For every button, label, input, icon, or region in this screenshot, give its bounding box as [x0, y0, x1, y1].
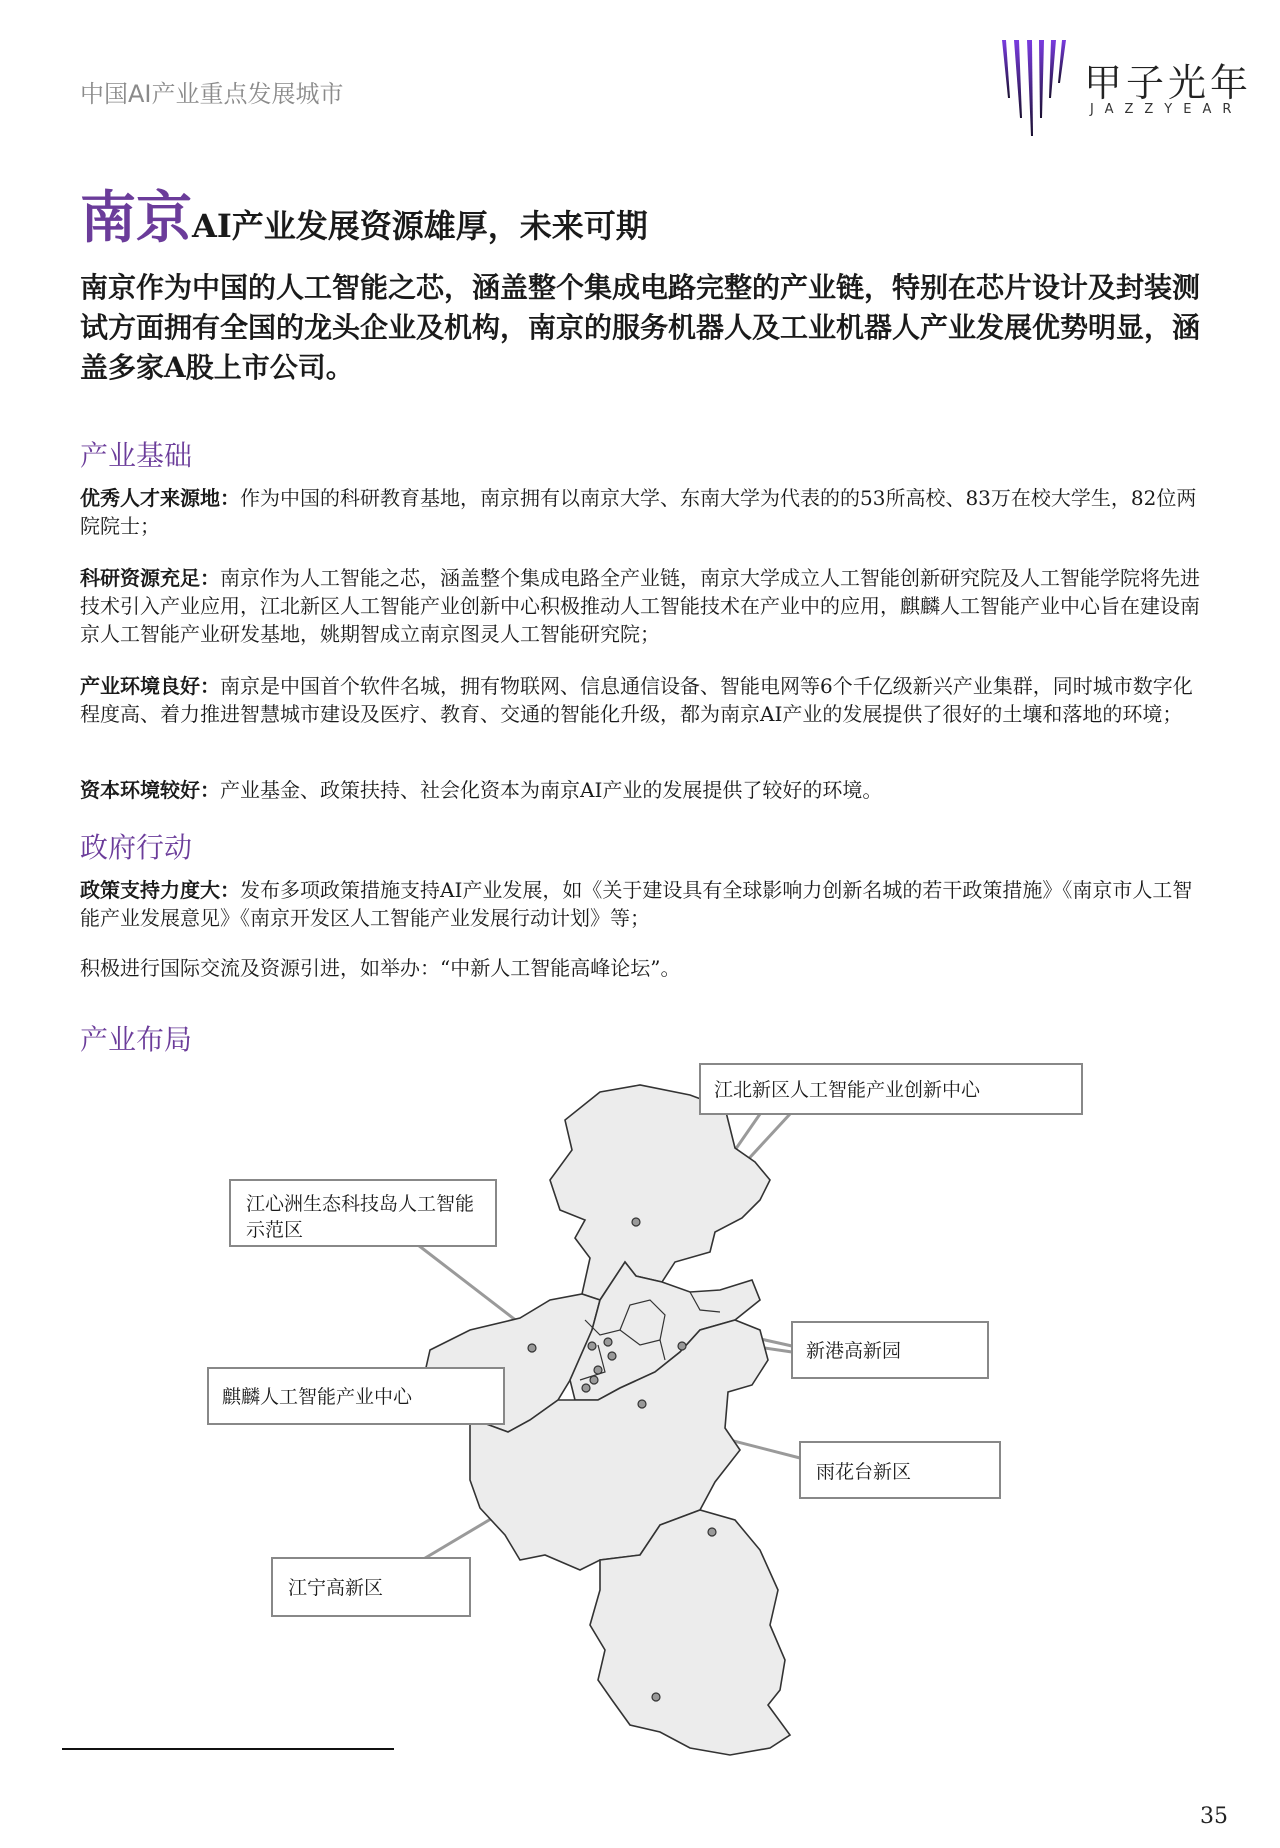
map-marker: [708, 1528, 716, 1536]
item-text: 发布多项政策措施支持AI产业发展，如《关于建设具有全球影响力创新名城的若干政策措施》《南京市人工智能产业发展意见》《南京开发区人工智能产业发展行动计划》等；: [80, 878, 1193, 930]
item-label: 科研资源充足：: [80, 566, 220, 590]
item-text: 南京是中国首个软件名城，拥有物联网、信息通信设备、智能电网等6个千亿级新兴产业集群，同时城市数字化程度高、着力推进智慧城市建设及医疗、教育、交通的智能化升级，都为南京AI产业的发展提供了很好的土壤和落地的环境；: [80, 674, 1193, 726]
lead-paragraph: 南京作为中国的人工智能之芯，涵盖整个集成电路完整的产业链，特别在芯片设计及封装测试方面拥有全国的龙头企业及机构，南京的服务机器人及工业机器人产业发展优势明显，涵盖多家A股上市公司。: [80, 271, 1201, 384]
item-label: 政策支持力度大：: [80, 878, 240, 902]
map-region-north: [550, 1085, 770, 1300]
map-marker: [588, 1342, 596, 1350]
item-label: 资本环境较好：: [80, 778, 220, 802]
logo-name: 甲子光年: [1084, 61, 1253, 105]
callout-label-jiangxinzhou-line1: 江心洲生态科技岛人工智能: [246, 1193, 475, 1215]
item-label: 优秀人才来源地：: [80, 486, 240, 510]
title-city: 南京: [80, 185, 192, 251]
item-text: 作为中国的科研教育基地，南京拥有以南京大学、东南大学为代表的的53所高校、83万在校大学生，82位两院院士；: [80, 486, 1197, 538]
item-text: 积极进行国际交流及资源引进，如举办：“中新人工智能高峰论坛”。: [80, 956, 681, 980]
callout-label-jiangxinzhou-line2: 示范区: [246, 1219, 304, 1241]
map-marker: [652, 1693, 660, 1701]
section-title-government: 政府行动: [80, 831, 193, 864]
section-title-layout: 产业布局: [80, 1023, 193, 1056]
header-subtitle: 中国AI产业重点发展城市: [80, 80, 344, 108]
callout-label-xingang: 新港高新园: [806, 1340, 902, 1362]
item-text: 产业基金、政策扶持、社会化资本为南京AI产业的发展提供了较好的环境。: [220, 778, 883, 802]
map-marker: [590, 1376, 598, 1384]
map-marker: [678, 1342, 686, 1350]
callout-label-qilin: 麒麟人工智能产业中心: [222, 1386, 413, 1408]
map-marker: [582, 1384, 590, 1392]
map-marker: [604, 1338, 612, 1346]
item-text: 南京作为人工智能之芯，涵盖整个集成电路全产业链，南京大学成立人工智能创新研究院及人工智能学院将先进技术引入产业应用，江北新区人工智能产业创新中心积极推动人工智能技术在产业中的应用，麒麟人工智能产业中心旨在建设南京人工智能产业研发基地，姚期智成立南京图灵人工智能研究院；: [80, 566, 1200, 646]
page-number: 35: [1200, 1804, 1228, 1829]
map-marker: [638, 1400, 646, 1408]
callout-label-jiangning: 江宁高新区: [288, 1577, 384, 1599]
logo-english: JAZZYEAR: [1090, 102, 1243, 117]
title-rest: AI产业发展资源雄厚，未来可期: [192, 207, 648, 245]
map-marker: [632, 1218, 640, 1226]
callout-label-yuhuatai: 雨花台新区: [816, 1461, 912, 1483]
map-marker: [594, 1366, 602, 1374]
footer-divider: [62, 1748, 394, 1750]
item-label: 产业环境良好：: [80, 674, 220, 698]
map-marker: [608, 1352, 616, 1360]
callout-label-jiangbei: 江北新区人工智能产业创新中心: [714, 1079, 981, 1101]
map-marker: [528, 1344, 536, 1352]
section-title-foundation: 产业基础: [80, 439, 193, 472]
